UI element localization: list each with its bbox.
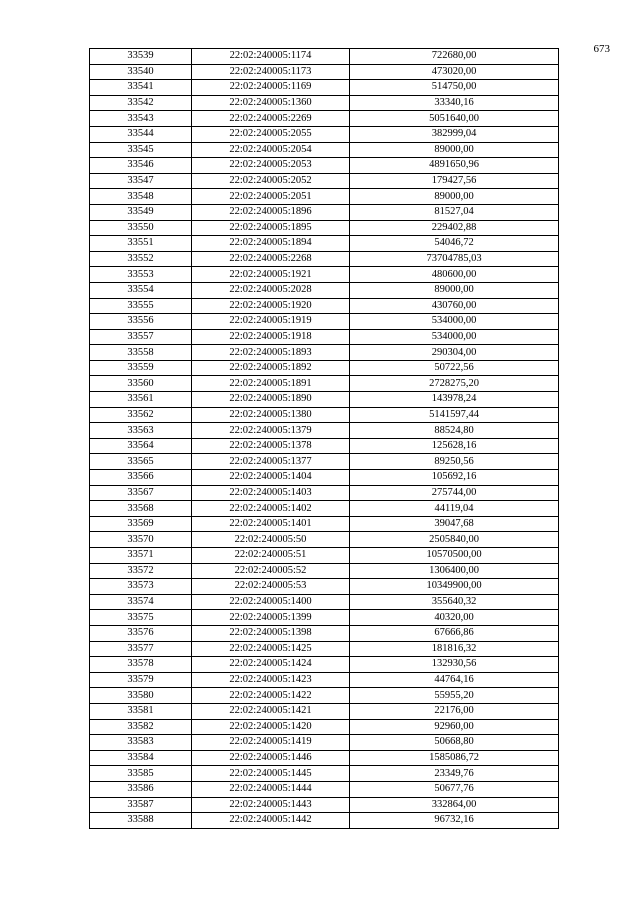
cadastral-value-cell: 332864,00 — [350, 797, 559, 813]
cadastral-number-cell: 22:02:240005:1169 — [192, 80, 350, 96]
row-number-cell: 33581 — [90, 703, 192, 719]
cadastral-value-cell: 50668,80 — [350, 735, 559, 751]
table-row — [90, 158, 559, 174]
row-number-cell: 33549 — [90, 204, 192, 220]
cadastral-number-cell: 22:02:240005:2053 — [192, 158, 350, 174]
cadastral-number-cell: 22:02:240005:1444 — [192, 781, 350, 797]
row-number-cell: 33586 — [90, 781, 192, 797]
row-number-cell: 33588 — [90, 813, 192, 829]
table-row — [90, 610, 559, 626]
table-row — [90, 282, 559, 298]
cadastral-number-cell: 22:02:240005:1174 — [192, 49, 350, 65]
table-row — [90, 735, 559, 751]
cadastral-value-cell: 40320,00 — [350, 610, 559, 626]
page-number: 673 — [593, 43, 610, 55]
cadastral-number-cell: 22:02:240005:1918 — [192, 329, 350, 345]
row-number-cell: 33551 — [90, 236, 192, 252]
table-row — [90, 329, 559, 345]
table-row — [90, 672, 559, 688]
table-row — [90, 236, 559, 252]
table-row — [90, 438, 559, 454]
cadastral-value-cell: 96732,16 — [350, 813, 559, 829]
cadastral-value-cell: 382999,04 — [350, 126, 559, 142]
table-row — [90, 781, 559, 797]
cadastral-value-cell: 33340,16 — [350, 95, 559, 111]
row-number-cell: 33568 — [90, 501, 192, 517]
cadastral-number-cell: 22:02:240005:1890 — [192, 392, 350, 408]
row-number-cell: 33555 — [90, 298, 192, 314]
cadastral-value-cell: 105692,16 — [350, 470, 559, 486]
row-number-cell: 33567 — [90, 485, 192, 501]
table-row — [90, 750, 559, 766]
row-number-cell: 33569 — [90, 516, 192, 532]
cadastral-number-cell: 22:02:240005:2054 — [192, 142, 350, 158]
cadastral-number-cell: 22:02:240005:1424 — [192, 657, 350, 673]
row-number-cell: 33545 — [90, 142, 192, 158]
cadastral-number-cell: 22:02:240005:1421 — [192, 703, 350, 719]
table-row — [90, 625, 559, 641]
cadastral-value-cell: 229402,88 — [350, 220, 559, 236]
cadastral-number-cell: 22:02:240005:1419 — [192, 735, 350, 751]
cadastral-value-cell: 44764,16 — [350, 672, 559, 688]
cadastral-value-cell: 181816,32 — [350, 641, 559, 657]
table-row — [90, 49, 559, 65]
row-number-cell: 33554 — [90, 282, 192, 298]
table-row — [90, 314, 559, 330]
cadastral-value-cell: 81527,04 — [350, 204, 559, 220]
table-row — [90, 766, 559, 782]
row-number-cell: 33542 — [90, 95, 192, 111]
cadastral-number-cell: 22:02:240005:1379 — [192, 423, 350, 439]
cadastral-value-cell: 10349900,00 — [350, 579, 559, 595]
table-row — [90, 703, 559, 719]
cadastral-value-cell: 50677,76 — [350, 781, 559, 797]
cadastral-number-cell: 22:02:240005:1400 — [192, 594, 350, 610]
table-row — [90, 470, 559, 486]
row-number-cell: 33570 — [90, 532, 192, 548]
table-row — [90, 423, 559, 439]
row-number-cell: 33557 — [90, 329, 192, 345]
table-row — [90, 813, 559, 829]
row-number-cell: 33575 — [90, 610, 192, 626]
cadastral-number-cell: 22:02:240005:1446 — [192, 750, 350, 766]
cadastral-number-cell: 22:02:240005:1443 — [192, 797, 350, 813]
cadastral-number-cell: 22:02:240005:1921 — [192, 267, 350, 283]
table-row — [90, 407, 559, 423]
row-number-cell: 33560 — [90, 376, 192, 392]
cadastral-value-cell: 39047,68 — [350, 516, 559, 532]
cadastral-number-cell: 22:02:240005:1891 — [192, 376, 350, 392]
table-row — [90, 641, 559, 657]
row-number-cell: 33566 — [90, 470, 192, 486]
cadastral-number-cell: 22:02:240005:2055 — [192, 126, 350, 142]
cadastral-value-cell: 179427,56 — [350, 173, 559, 189]
table-row — [90, 298, 559, 314]
cadastral-value-cell: 54046,72 — [350, 236, 559, 252]
table-row — [90, 657, 559, 673]
cadastral-number-cell: 22:02:240005:1380 — [192, 407, 350, 423]
row-number-cell: 33584 — [90, 750, 192, 766]
row-number-cell: 33546 — [90, 158, 192, 174]
table-row — [90, 267, 559, 283]
cadastral-value-cell: 89250,56 — [350, 454, 559, 470]
cadastral-value-cell: 125628,16 — [350, 438, 559, 454]
row-number-cell: 33578 — [90, 657, 192, 673]
cadastral-value-cell: 89000,00 — [350, 282, 559, 298]
row-number-cell: 33563 — [90, 423, 192, 439]
cadastral-number-cell: 22:02:240005:1896 — [192, 204, 350, 220]
table-row — [90, 501, 559, 517]
table-row — [90, 345, 559, 361]
row-number-cell: 33574 — [90, 594, 192, 610]
cadastral-value-cell: 514750,00 — [350, 80, 559, 96]
table-row — [90, 126, 559, 142]
cadastral-number-cell: 22:02:240005:1173 — [192, 64, 350, 80]
table-row — [90, 797, 559, 813]
cadastral-number-cell: 22:02:240005:2269 — [192, 111, 350, 127]
row-number-cell: 33540 — [90, 64, 192, 80]
row-number-cell: 33565 — [90, 454, 192, 470]
row-number-cell: 33550 — [90, 220, 192, 236]
cadastral-number-cell: 22:02:240005:2028 — [192, 282, 350, 298]
table-row — [90, 594, 559, 610]
cadastral-number-cell: 22:02:240005:52 — [192, 563, 350, 579]
row-number-cell: 33587 — [90, 797, 192, 813]
cadastral-number-cell: 22:02:240005:1423 — [192, 672, 350, 688]
row-number-cell: 33558 — [90, 345, 192, 361]
row-number-cell: 33564 — [90, 438, 192, 454]
cadastral-number-cell: 22:02:240005:1401 — [192, 516, 350, 532]
table-row — [90, 454, 559, 470]
row-number-cell: 33559 — [90, 360, 192, 376]
cadastral-value-cell: 73704785,03 — [350, 251, 559, 267]
row-number-cell: 33562 — [90, 407, 192, 423]
cadastral-number-cell: 22:02:240005:1445 — [192, 766, 350, 782]
cadastral-number-cell: 22:02:240005:1378 — [192, 438, 350, 454]
cadastral-value-cell: 5051640,00 — [350, 111, 559, 127]
cadastral-value-cell: 55955,20 — [350, 688, 559, 704]
cadastral-number-cell: 22:02:240005:1895 — [192, 220, 350, 236]
cadastral-number-cell: 22:02:240005:1442 — [192, 813, 350, 829]
cadastral-number-cell: 22:02:240005:53 — [192, 579, 350, 595]
cadastral-number-cell: 22:02:240005:1403 — [192, 485, 350, 501]
cadastral-value-cell: 534000,00 — [350, 329, 559, 345]
cadastral-value-cell: 89000,00 — [350, 142, 559, 158]
table-row — [90, 548, 559, 564]
table-row — [90, 516, 559, 532]
cadastral-number-cell: 22:02:240005:1422 — [192, 688, 350, 704]
cadastral-value-cell: 480600,00 — [350, 267, 559, 283]
row-number-cell: 33573 — [90, 579, 192, 595]
table-row — [90, 64, 559, 80]
table-row — [90, 173, 559, 189]
cadastral-value-cell: 275744,00 — [350, 485, 559, 501]
row-number-cell: 33572 — [90, 563, 192, 579]
cadastral-number-cell: 22:02:240005:1892 — [192, 360, 350, 376]
cadastral-number-cell: 22:02:240005:2268 — [192, 251, 350, 267]
table-row — [90, 360, 559, 376]
cadastral-value-cell: 89000,00 — [350, 189, 559, 205]
cadastral-value-cell: 132930,56 — [350, 657, 559, 673]
cadastral-value-cell: 44119,04 — [350, 501, 559, 517]
table-row — [90, 376, 559, 392]
cadastral-value-cell: 50722,56 — [350, 360, 559, 376]
cadastral-value-cell: 722680,00 — [350, 49, 559, 65]
cadastral-value-cell: 67666,86 — [350, 625, 559, 641]
cadastral-number-cell: 22:02:240005:1398 — [192, 625, 350, 641]
row-number-cell: 33561 — [90, 392, 192, 408]
row-number-cell: 33553 — [90, 267, 192, 283]
row-number-cell: 33539 — [90, 49, 192, 65]
row-number-cell: 33585 — [90, 766, 192, 782]
row-number-cell: 33541 — [90, 80, 192, 96]
row-number-cell: 33579 — [90, 672, 192, 688]
row-number-cell: 33577 — [90, 641, 192, 657]
cadastral-value-cell: 88524,80 — [350, 423, 559, 439]
table-row — [90, 80, 559, 96]
table-row — [90, 111, 559, 127]
table-row — [90, 95, 559, 111]
cadastral-value-cell: 290304,00 — [350, 345, 559, 361]
cadastral-number-cell: 22:02:240005:1425 — [192, 641, 350, 657]
cadastral-value-cell: 2728275,20 — [350, 376, 559, 392]
row-number-cell: 33548 — [90, 189, 192, 205]
cadastral-number-cell: 22:02:240005:1893 — [192, 345, 350, 361]
row-number-cell: 33571 — [90, 548, 192, 564]
table-row — [90, 251, 559, 267]
cadastral-value-cell: 1306400,00 — [350, 563, 559, 579]
row-number-cell: 33547 — [90, 173, 192, 189]
row-number-cell: 33583 — [90, 735, 192, 751]
row-number-cell: 33552 — [90, 251, 192, 267]
cadastral-number-cell: 22:02:240005:1420 — [192, 719, 350, 735]
cadastral-value-cell: 473020,00 — [350, 64, 559, 80]
table-row — [90, 189, 559, 205]
cadastral-value-cell: 430760,00 — [350, 298, 559, 314]
table-row — [90, 563, 559, 579]
registry-table-body — [90, 49, 559, 829]
cadastral-number-cell: 22:02:240005:1894 — [192, 236, 350, 252]
cadastral-number-cell: 22:02:240005:1404 — [192, 470, 350, 486]
table-row — [90, 719, 559, 735]
row-number-cell: 33544 — [90, 126, 192, 142]
table-row — [90, 392, 559, 408]
registry-table — [89, 48, 559, 829]
cadastral-value-cell: 23349,76 — [350, 766, 559, 782]
row-number-cell: 33576 — [90, 625, 192, 641]
cadastral-value-cell: 1585086,72 — [350, 750, 559, 766]
cadastral-value-cell: 4891650,96 — [350, 158, 559, 174]
cadastral-value-cell: 5141597,44 — [350, 407, 559, 423]
row-number-cell: 33580 — [90, 688, 192, 704]
cadastral-value-cell: 143978,24 — [350, 392, 559, 408]
cadastral-value-cell: 534000,00 — [350, 314, 559, 330]
row-number-cell: 33556 — [90, 314, 192, 330]
table-row — [90, 204, 559, 220]
row-number-cell: 33543 — [90, 111, 192, 127]
table-row — [90, 142, 559, 158]
cadastral-number-cell: 22:02:240005:1919 — [192, 314, 350, 330]
cadastral-number-cell: 22:02:240005:1377 — [192, 454, 350, 470]
cadastral-value-cell: 355640,32 — [350, 594, 559, 610]
cadastral-value-cell: 22176,00 — [350, 703, 559, 719]
cadastral-value-cell: 2505840,00 — [350, 532, 559, 548]
cadastral-number-cell: 22:02:240005:1399 — [192, 610, 350, 626]
cadastral-number-cell: 22:02:240005:50 — [192, 532, 350, 548]
row-number-cell: 33582 — [90, 719, 192, 735]
cadastral-number-cell: 22:02:240005:1402 — [192, 501, 350, 517]
cadastral-number-cell: 22:02:240005:2052 — [192, 173, 350, 189]
table-row — [90, 579, 559, 595]
cadastral-number-cell: 22:02:240005:51 — [192, 548, 350, 564]
table-row — [90, 220, 559, 236]
cadastral-number-cell: 22:02:240005:2051 — [192, 189, 350, 205]
table-row — [90, 688, 559, 704]
cadastral-value-cell: 10570500,00 — [350, 548, 559, 564]
cadastral-number-cell: 22:02:240005:1920 — [192, 298, 350, 314]
cadastral-value-cell: 92960,00 — [350, 719, 559, 735]
cadastral-number-cell: 22:02:240005:1360 — [192, 95, 350, 111]
table-row — [90, 532, 559, 548]
table-row — [90, 485, 559, 501]
